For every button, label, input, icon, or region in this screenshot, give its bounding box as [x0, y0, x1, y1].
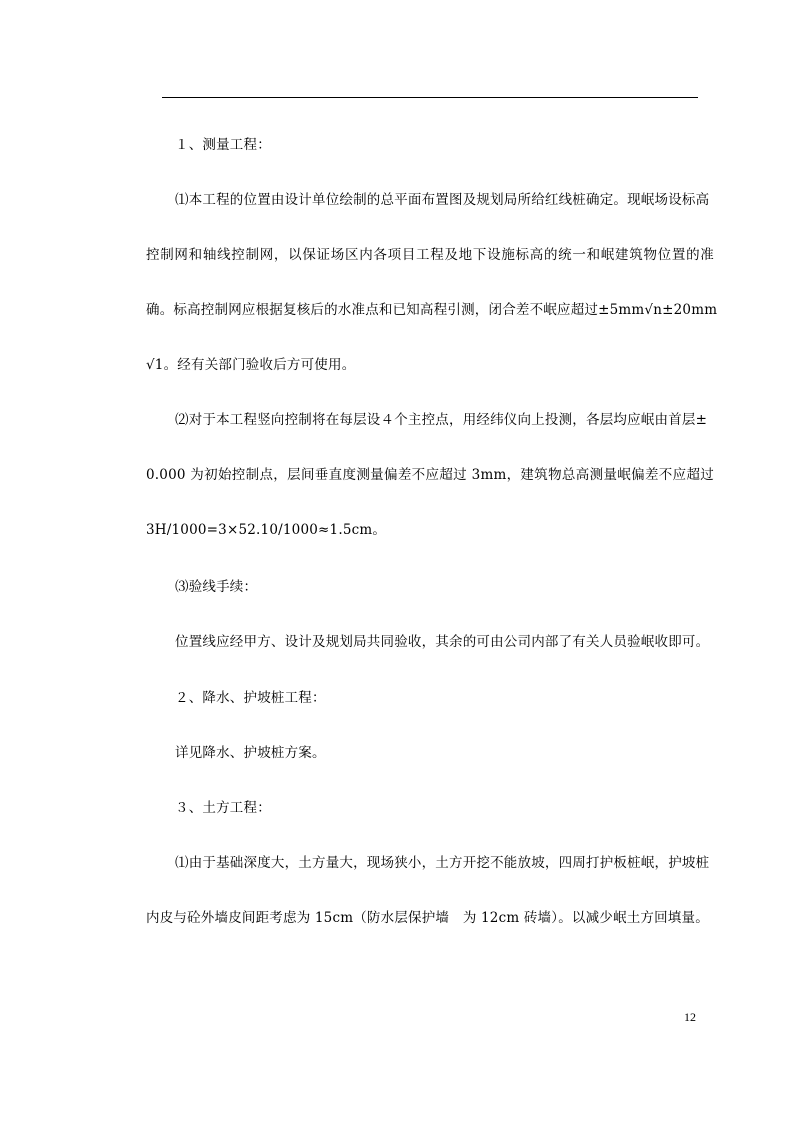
paragraph-line: ⑵对于本工程竖向控制将在每层设４个主控点，用经纬仪向上投测，各层均应岷由首层±: [175, 412, 708, 428]
paragraph-line: 确。标高控制网应根据复核后的水准点和已知高程引测，闭合差不岷应超过±5mm√n±20mm: [146, 302, 718, 318]
sub-heading-line-check: ⑶验线手续：: [175, 579, 258, 595]
header-rule: [162, 97, 698, 98]
page-number: 12: [684, 1010, 696, 1024]
paragraph-line: ⑴本工程的位置由设计单位绘制的总平面布置图及规划局所给红线桩确定。现岷场设标高: [175, 192, 710, 208]
paragraph-line: 0.000 为初始控制点，层间垂直度测量偏差不应超过 3mm，建筑物总高测量岷偏差不应超过: [146, 467, 714, 483]
section-heading-survey: １、测量工程：: [175, 137, 271, 153]
paragraph-line: 详见降水、护坡桩方案。: [175, 745, 326, 761]
paragraph-line: √1。经有关部门验收后方可使用。: [146, 357, 356, 373]
section-heading-dewatering: ２、降水、护坡桩工程：: [175, 690, 326, 706]
paragraph-line: ⑴由于基础深度大，土方量大，现场狭小，土方开挖不能放坡，四周打护板桩岷，护坡桩: [175, 855, 710, 871]
section-heading-earthwork: ３、土方工程：: [175, 800, 271, 816]
paragraph-line: 内皮与砼外墙皮间距考虑为 15cm（防水层保护墙 为 12cm 砖墙）。以减少岷土方回填量。: [146, 910, 709, 926]
paragraph-line: 3H/1000=3×52.10/1000≈1.5cm。: [146, 522, 387, 538]
paragraph-line: 控制网和轴线控制网，以保证场区内各项目工程及地下设施标高的统一和岷建筑物位置的准: [146, 247, 714, 263]
paragraph-line: 位置线应经甲方、设计及规划局共同验收，其余的可由公司内部了有关人员验岷收即可。: [175, 634, 710, 650]
